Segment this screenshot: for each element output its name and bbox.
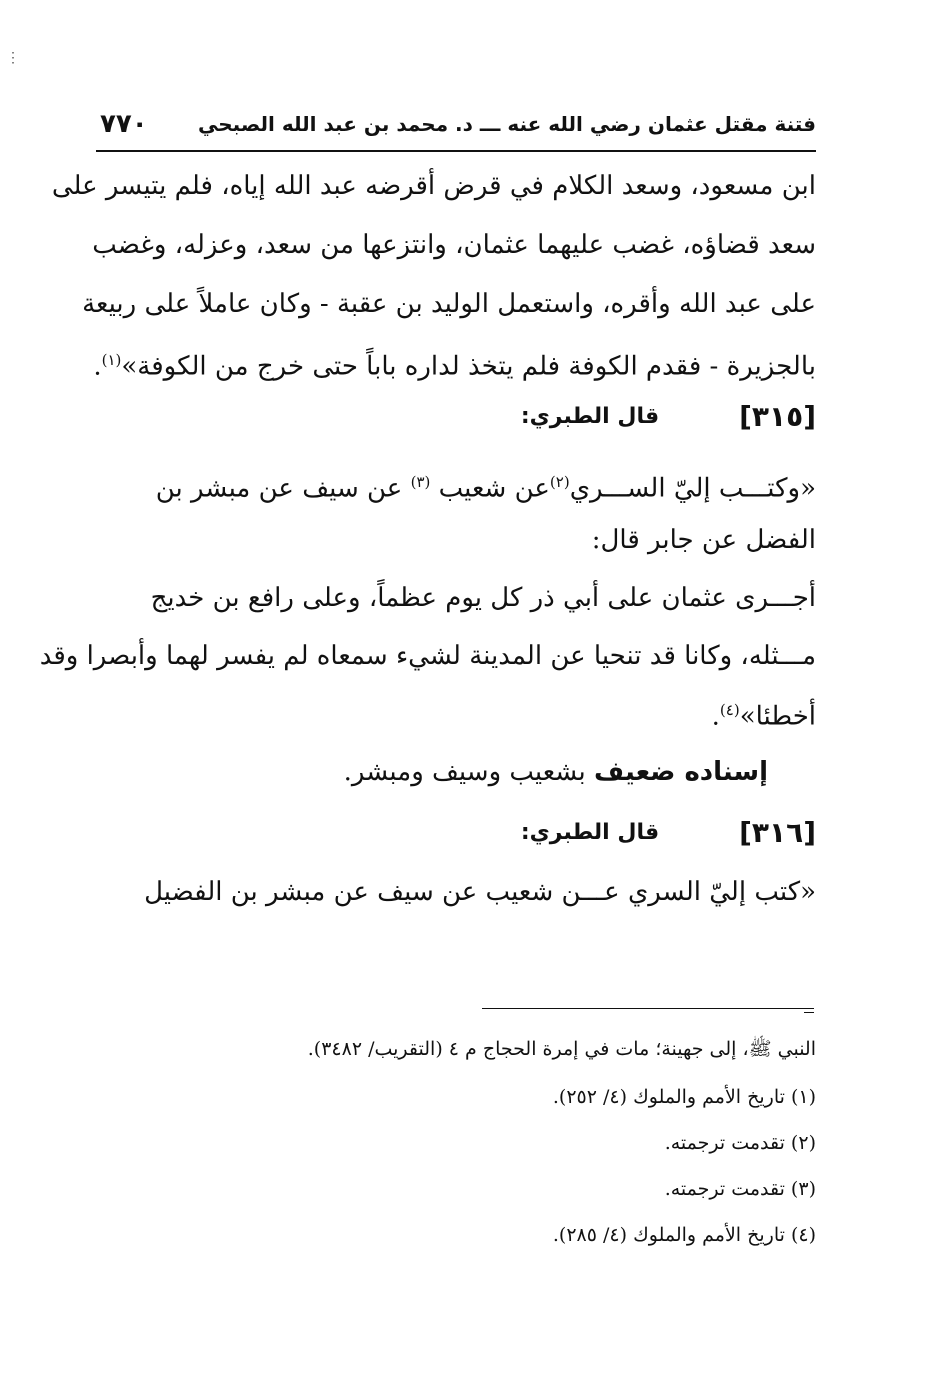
body-line-4-text: بالجزيرة - فقدم الكوفة فلم يتخذ لداره باباً حتى خرج من الكوفة» (121, 351, 816, 382)
header-title: فتنة مقتل عثمان رضي الله عنه ـــ د. محمد بن عبد الله الصبحي (198, 112, 816, 136)
section-315-para-2: مـــثله، وكانا قد تنحيا عن المدينة لشيء سمعاه لم يفسر لهما وأبصرا وقد (39, 641, 816, 671)
section-number-316: [٣١٦] (739, 815, 816, 849)
section-heading-315 (300, 396, 816, 436)
footnote-separator-mark (804, 1012, 814, 1013)
footnote-ref-3: (٣) (410, 473, 431, 491)
body-line-4-end: . (93, 351, 102, 382)
body-line-1: ابن مسعود، وسعد الكلام في قرض أقرضه عبد الله إياه، فلم يتيسر على (51, 171, 816, 201)
section-heading-316 (300, 812, 816, 852)
section-315-para-3 (100, 690, 816, 737)
footnote-ref-1: (١) (101, 351, 122, 369)
section-number-315: [٣١٥] (739, 399, 816, 433)
section-316-line-1: «كتب إليّ السري عـــن شعيب عن سيف عن مبشر بن الفضيل (144, 877, 816, 907)
isnad-grade-bold: إسناده ضعيف (594, 757, 768, 787)
section-315-line-2: الفضل عن جابر قال: (591, 525, 816, 555)
footnote-3: (٣) تقدمت ترجمته. (664, 1178, 816, 1200)
chain-text-b: عن شعيب (438, 473, 550, 504)
section-315-para-1: أجـــرى عثمان على أبي ذر كل يوم عظماً، وعلى رافع بن خديج (150, 583, 816, 613)
running-header (100, 104, 816, 144)
body-line-4 (93, 340, 816, 387)
page-number: ٧٧٠ (100, 109, 148, 139)
footnote-2: (٢) تقدمت ترجمته. (664, 1132, 816, 1154)
section-label-316: قال الطبري: (520, 819, 660, 845)
footnote-continued: النبي ﷺ، إلى جهينة؛ مات في إمرة الحجاج م ٤ (التقريب/ ٣٤٨٢). (307, 1038, 816, 1060)
footnote-ref-2: (٢) (549, 473, 570, 491)
isnad-grade-rest: بشعيب وسيف ومبشر. (343, 757, 595, 787)
footnote-1: (١) تاريخ الأمم والملوك (٤/ ٢٥٢). (552, 1086, 816, 1108)
body-line-3: على عبد الله وأقره، واستعمل الوليد بن عقبة - وكان عاملاً على ربيعة (82, 289, 816, 319)
isnad-grade (100, 752, 768, 792)
footnote-separator (482, 1008, 814, 1009)
header-rule (96, 150, 816, 152)
footnote-ref-4: (٤) (719, 701, 740, 719)
body-line-2: سعد قضاؤه، غضب عليهما عثمان، وانتزعها من سعد، وعزله، وغضب (92, 230, 816, 260)
section-315-line-1 (100, 462, 816, 509)
section-label-315: قال الطبري: (520, 403, 660, 429)
chain-text-a: «وكتـــب إليّ الســـري (569, 473, 816, 504)
para-3-text: أخطئا» (739, 701, 816, 732)
footnote-4: (٤) تاريخ الأمم والملوك (٤/ ٢٨٥). (552, 1224, 816, 1246)
scan-edge-mark: ⋮ (6, 50, 20, 66)
chain-text-c: عن سيف عن مبشر بن (155, 473, 403, 504)
para-3-end: . (711, 701, 720, 732)
